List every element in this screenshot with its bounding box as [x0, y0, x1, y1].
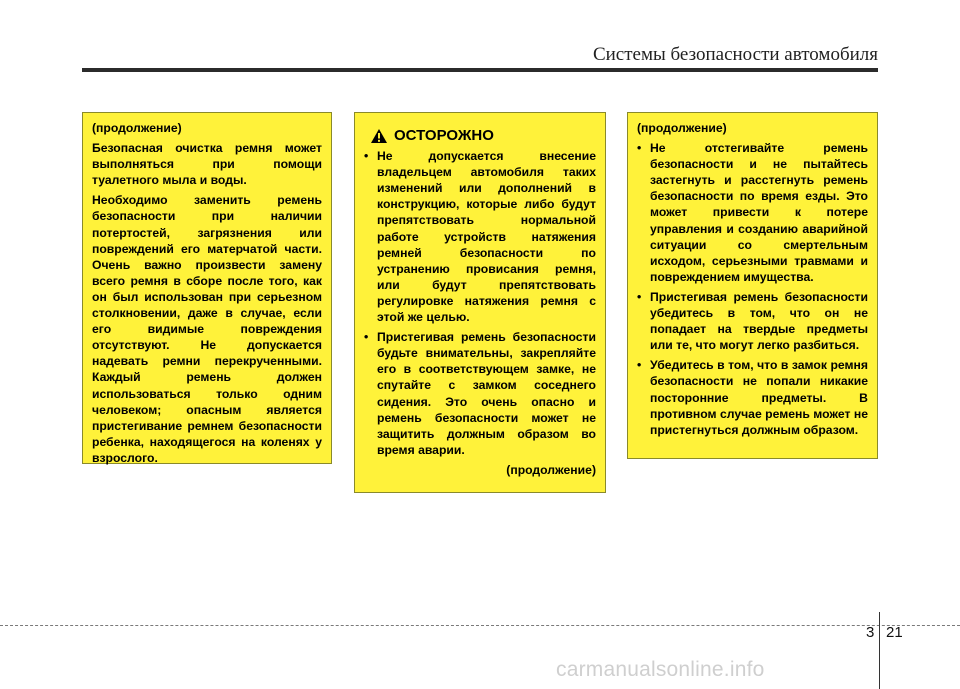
list-item	[637, 140, 868, 285]
warning-triangle-icon	[370, 128, 388, 144]
warning-panel	[354, 112, 606, 493]
continued-text-panel	[82, 112, 332, 464]
header-rule	[82, 68, 878, 72]
list-item-text: Не отстегивайте ремень безопасности и не пытайтесь застегнуть и расстегнуть ремень безопасности по время езды. Это может привести к потере управления и созданию аварийной ситуации со смертельным исходом, серьезными травмами и повреждением имущества.	[650, 141, 868, 284]
bullet-marker: •	[364, 149, 369, 164]
continued-tail: (продолжение)	[506, 462, 596, 477]
warning-list	[364, 148, 596, 458]
list-item	[637, 357, 868, 437]
warning-header	[370, 128, 596, 144]
replacement-paragraph: Необходимо заменить ремень безопасности при наличии потертостей, загрязнения или повреждений его матерчатой части. Очень важно произвести замену всего ремня в сборе после того, как он был использован при серьезном столкновении, даже в случае, если его видимые повреждения отсутствуют. Не допускается надевать ремни перекрученными. Каждый ремень должен использоваться только одним человеком; опасным является пристегивание ремнем безопасности ребенка, находящегося на коленях у взрослого.	[92, 193, 322, 465]
bullet-marker: •	[364, 330, 369, 345]
continued-warning-panel	[627, 112, 878, 459]
section-title: Системы безопасности автомобиля	[592, 44, 878, 65]
bullet-marker: •	[637, 141, 642, 156]
warning-list	[637, 140, 868, 438]
continued-label: (продолжение)	[92, 121, 182, 135]
watermark: carmanualsonline.info	[556, 658, 765, 681]
bullet-marker: •	[637, 358, 642, 373]
warning-title: ОСТОРОЖНО	[394, 127, 494, 144]
list-item	[364, 148, 596, 325]
bullet-marker: •	[637, 289, 642, 304]
list-item-text: Пристегивая ремень безопасности убедитесь в том, что он не попадает на твердые предметы или те, что могут легко разбиться.	[650, 289, 868, 353]
page-number: 21	[886, 624, 903, 641]
footer-dashed-rule	[0, 625, 960, 626]
chapter-number: 3	[866, 624, 875, 641]
list-item	[637, 289, 868, 353]
footer-divider	[879, 612, 880, 689]
cleaning-paragraph: Безопасная очистка ремня может выполняться при помощи туалетного мыла и воды.	[92, 141, 322, 188]
continued-label: (продолжение)	[637, 121, 727, 135]
list-item	[364, 329, 596, 458]
list-item-text: Пристегивая ремень безопасности будьте внимательны, закрепляйте его в соответствующем замке, не спутайте с замком соседнего сидения. Это очень опасно и ремень безопасности может не защитить должным образом во время аварии.	[377, 330, 596, 457]
list-item-text: Не допускается внесение владельцем автомобиля таких изменений или дополнений в конструкцию, которые либо будут препятствовать нормальной работе устройств натяжения ремней безопасности по устранению провисания ремня, или будут препятствовать регулировке натяжения ремня с этой же целью.	[377, 149, 596, 325]
list-item-text: Убедитесь в том, что в замок ремня безопасности не попали никакие посторонние предметы. В противном случае ремень может не пристегнуться должным образом.	[650, 358, 868, 437]
